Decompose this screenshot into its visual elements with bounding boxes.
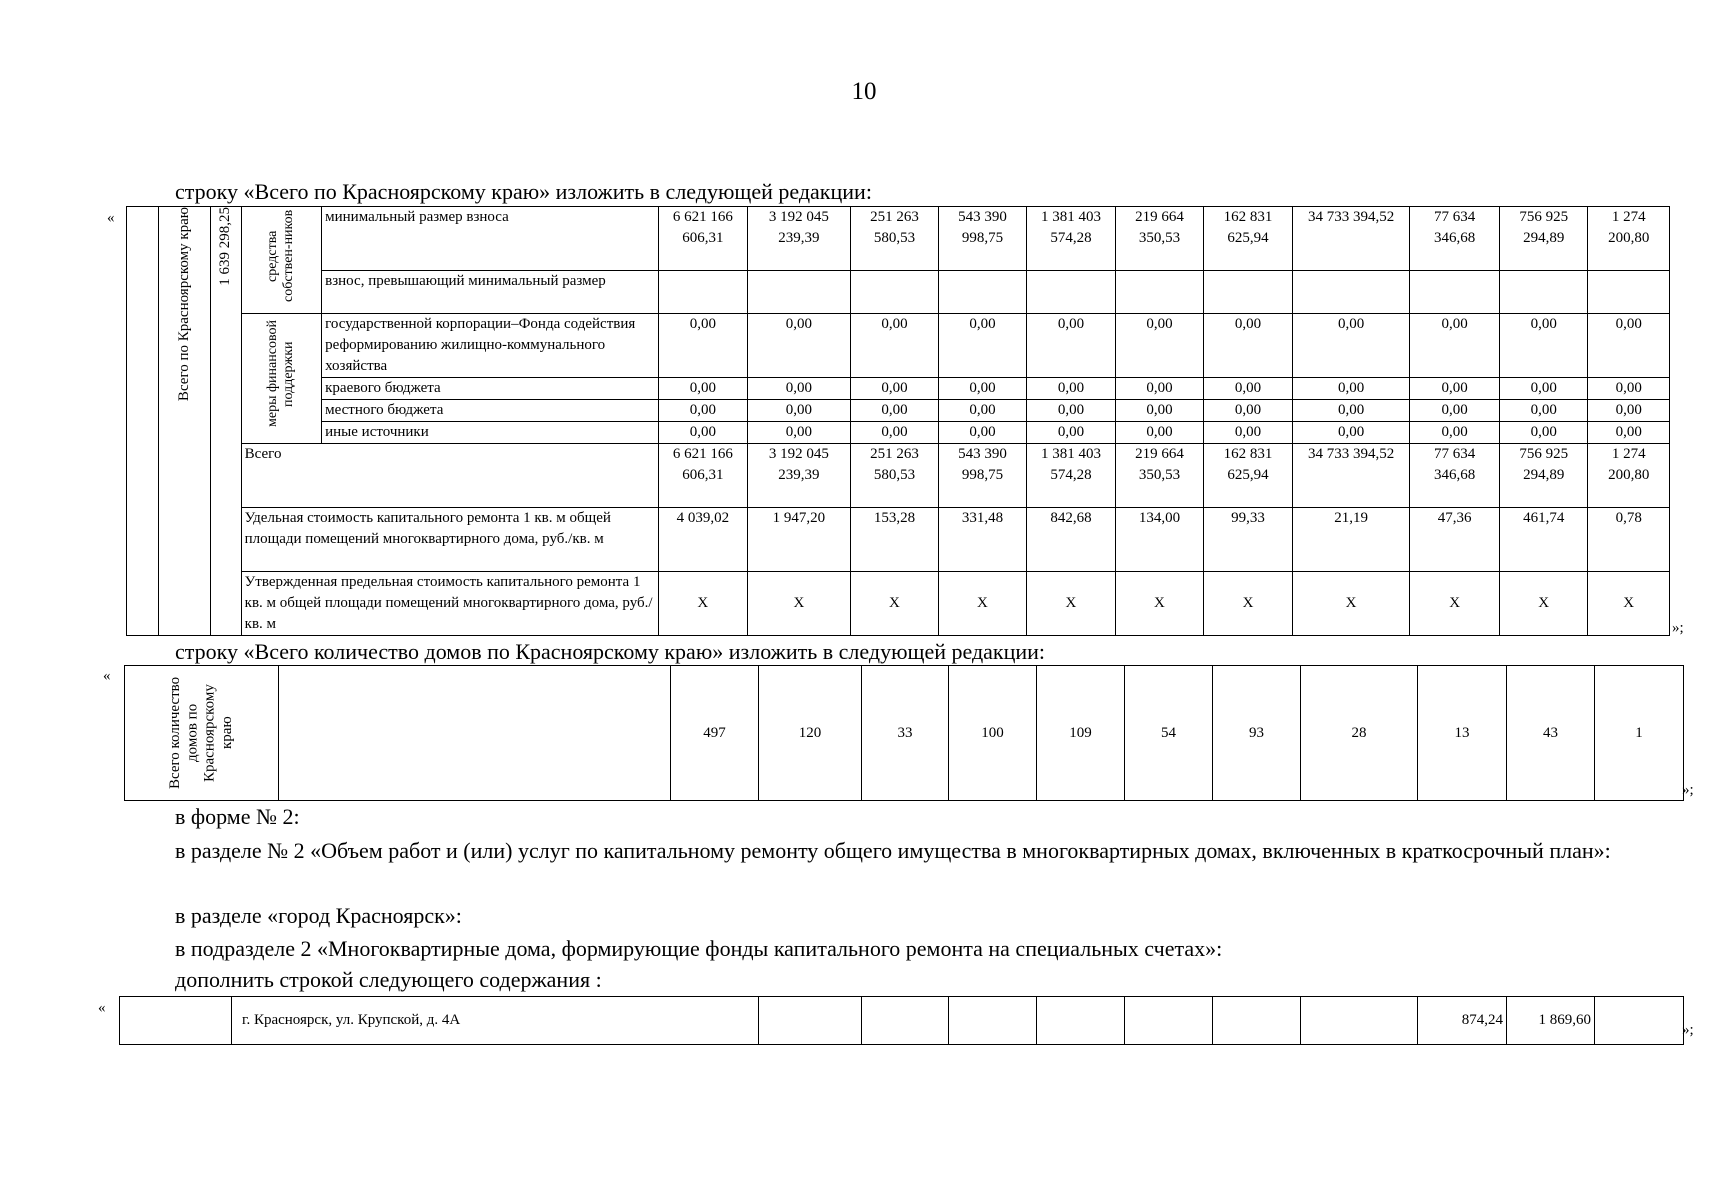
cell-regional-1: 0,00 — [747, 378, 851, 400]
cell-unit-8: 47,36 — [1410, 508, 1500, 572]
table-cell — [747, 271, 851, 314]
cell-local-4: 0,00 — [1027, 400, 1116, 422]
table-cell — [1213, 997, 1301, 1045]
cell-regional-8: 0,00 — [1410, 378, 1500, 400]
para-subsection: в подразделе 2 «Многоквартирные дома, формирующие фонды капитального ремонта на специальных счетах»: — [175, 936, 1223, 961]
cell-regional-4: 0,00 — [1027, 378, 1116, 400]
table-cell — [1037, 997, 1125, 1045]
cell-limit-6: X — [1204, 572, 1293, 636]
cell-min-3: 543 390 998,75 — [938, 207, 1027, 271]
para-city: в разделе «город Красноярск»: — [175, 903, 462, 928]
cell-total-8: 77 634 346,68 — [1410, 444, 1500, 508]
address-value-2: 1 869,60 — [1507, 997, 1595, 1045]
cell-limit-4: X — [1027, 572, 1116, 636]
cell-other-2: 0,00 — [851, 422, 939, 444]
cell-fund-4: 0,00 — [1027, 314, 1116, 378]
cell-fund-7: 0,00 — [1292, 314, 1410, 378]
cell-total-1: 3 192 045 239,39 — [747, 444, 851, 508]
cell-fund-0: 0,00 — [659, 314, 748, 378]
total-area: 1 639 298,25 — [217, 207, 234, 286]
cell-min-6: 162 831 625,94 — [1204, 207, 1293, 271]
cell-limit-7: X — [1292, 572, 1410, 636]
cell-regional-5: 0,00 — [1115, 378, 1204, 400]
cell-other-6: 0,00 — [1204, 422, 1293, 444]
para-section2 — [116, 834, 1696, 867]
table-cell — [1595, 997, 1684, 1045]
cell-min-5: 219 664 350,53 — [1115, 207, 1204, 271]
cell-total-9: 756 925 294,89 — [1499, 444, 1588, 508]
cell-local-10: 0,00 — [1588, 400, 1670, 422]
total-area-cell — [211, 207, 241, 636]
cell-regional-7: 0,00 — [1292, 378, 1410, 400]
cell-local-8: 0,00 — [1410, 400, 1500, 422]
cell-local-0: 0,00 — [659, 400, 748, 422]
houses-cell-1: 120 — [759, 666, 862, 801]
cell-local-6: 0,00 — [1204, 400, 1293, 422]
cell-total-4: 1 381 403 574,28 — [1027, 444, 1116, 508]
cell-other-7: 0,00 — [1292, 422, 1410, 444]
cell-fund-5: 0,00 — [1115, 314, 1204, 378]
cell-regional-6: 0,00 — [1204, 378, 1293, 400]
open-quote-3: « — [98, 1000, 106, 1016]
table-cell — [1499, 271, 1588, 314]
houses-cell-7: 28 — [1301, 666, 1418, 801]
houses-cell-2: 33 — [862, 666, 949, 801]
cell-limit-2: X — [851, 572, 939, 636]
open-quote-2: « — [103, 668, 111, 684]
cell-unit-0: 4 039,02 — [659, 508, 748, 572]
table-cell — [1410, 271, 1500, 314]
cell-fund-2: 0,00 — [851, 314, 939, 378]
table-cell — [1125, 997, 1213, 1045]
cell-limit-0: X — [659, 572, 748, 636]
cell-total-3: 543 390 998,75 — [938, 444, 1027, 508]
row-label-regional: краевого бюджета — [322, 378, 659, 400]
cell-limit-1: X — [747, 572, 851, 636]
cell-other-1: 0,00 — [747, 422, 851, 444]
cell-unit-9: 461,74 — [1499, 508, 1588, 572]
table-cell — [851, 271, 939, 314]
page-number: 10 — [851, 78, 877, 105]
cell-local-3: 0,00 — [938, 400, 1027, 422]
table-cell — [1115, 271, 1204, 314]
cell-regional-0: 0,00 — [659, 378, 748, 400]
cell-local-9: 0,00 — [1499, 400, 1588, 422]
row-label-unit-cost: Удельная стоимость капитального ремонта 1 кв. м общей площади помещений многоквартирного дома, руб./кв. м — [241, 508, 658, 572]
cell-regional-3: 0,00 — [938, 378, 1027, 400]
table-houses-count — [124, 665, 1684, 801]
cell-limit-3: X — [938, 572, 1027, 636]
cell-other-4: 0,00 — [1027, 422, 1116, 444]
group-owners-label: средства собствен-ников — [265, 209, 297, 303]
cell-other-5: 0,00 — [1115, 422, 1204, 444]
cell-min-7: 34 733 394,52 — [1292, 207, 1410, 271]
open-quote-1: « — [107, 210, 115, 226]
group-support-label: меры финансовой поддержки — [265, 320, 297, 428]
cell-limit-9: X — [1499, 572, 1588, 636]
address-cell: г. Красноярск, ул. Крупской, д. 4А — [232, 997, 759, 1045]
cell-min-4: 1 381 403 574,28 — [1027, 207, 1116, 271]
row-label-min: минимальный размер взноса — [322, 207, 659, 271]
cell-fund-3: 0,00 — [938, 314, 1027, 378]
cell-other-0: 0,00 — [659, 422, 748, 444]
table-cell — [949, 997, 1037, 1045]
cell-min-1: 3 192 045 239,39 — [747, 207, 851, 271]
table-cell — [1027, 271, 1116, 314]
cell-regional-9: 0,00 — [1499, 378, 1588, 400]
houses-cell-8: 13 — [1418, 666, 1507, 801]
table-cell — [938, 271, 1027, 314]
table-cell — [862, 997, 949, 1045]
table-cell — [1588, 271, 1670, 314]
houses-cell-0: 497 — [671, 666, 759, 801]
cell-min-2: 251 263 580,53 — [851, 207, 939, 271]
cell-regional-2: 0,00 — [851, 378, 939, 400]
cell-other-9: 0,00 — [1499, 422, 1588, 444]
para-section2-text: в разделе № 2 «Объем работ и (или) услуг по капитальному ремонту общего имущества в многоквартирных домах, включенных в краткосрочный план»: — [175, 838, 1611, 863]
cell-fund-8: 0,00 — [1410, 314, 1500, 378]
table-address-row — [119, 996, 1684, 1045]
cell-other-8: 0,00 — [1410, 422, 1500, 444]
cell-unit-4: 842,68 — [1027, 508, 1116, 572]
table-cell — [279, 666, 671, 801]
cell-total-7: 34 733 394,52 — [1292, 444, 1410, 508]
row-label-total: Всего — [241, 444, 658, 508]
group-owners-cell — [241, 207, 321, 314]
address-value-1: 874,24 — [1418, 997, 1507, 1045]
houses-cell-10: 1 — [1595, 666, 1684, 801]
houses-cell-6: 93 — [1213, 666, 1301, 801]
houses-cell-3: 100 — [949, 666, 1037, 801]
cell-unit-7: 21,19 — [1292, 508, 1410, 572]
para-add: дополнить строкой следующего содержания : — [175, 967, 602, 992]
cell-unit-6: 99,33 — [1204, 508, 1293, 572]
cell-other-3: 0,00 — [938, 422, 1027, 444]
cell-limit-8: X — [1410, 572, 1500, 636]
cell-total-2: 251 263 580,53 — [851, 444, 939, 508]
cell-fund-10: 0,00 — [1588, 314, 1670, 378]
region-label: Всего по Красноярскому краю — [176, 207, 193, 402]
row-label-excess: взнос, превышающий минимальный размер — [322, 271, 659, 314]
group-support-cell — [241, 314, 321, 444]
cell-unit-10: 0,78 — [1588, 508, 1670, 572]
houses-cell-4: 109 — [1037, 666, 1125, 801]
table-cell — [120, 997, 232, 1045]
cell-local-7: 0,00 — [1292, 400, 1410, 422]
cell-min-10: 1 274 200,80 — [1588, 207, 1670, 271]
houses-cell-5: 54 — [1125, 666, 1213, 801]
cell-total-0: 6 621 166 606,31 — [659, 444, 748, 508]
houses-label-cell — [125, 666, 279, 801]
cell-limit-5: X — [1115, 572, 1204, 636]
row-label-limit-cost: Утвержденная предельная стоимость капитального ремонта 1 кв. м общей площади помещений многоквартирного дома, руб./кв. м — [241, 572, 658, 636]
close-quote-2: »; — [1682, 782, 1694, 798]
cell-min-0: 6 621 166 606,31 — [659, 207, 748, 271]
cell-unit-3: 331,48 — [938, 508, 1027, 572]
cell-total-5: 219 664 350,53 — [1115, 444, 1204, 508]
cell-unit-5: 134,00 — [1115, 508, 1204, 572]
table-total-krai — [126, 206, 1670, 636]
close-quote-3: »; — [1682, 1022, 1694, 1038]
cell-fund-1: 0,00 — [747, 314, 851, 378]
table-cell — [759, 997, 862, 1045]
row-label-fund: государственной корпорации–Фонда содействия реформированию жилищно-коммунального хозяйства — [322, 314, 659, 378]
cell-min-8: 77 634 346,68 — [1410, 207, 1500, 271]
cell-unit-1: 1 947,20 — [747, 508, 851, 572]
cell-local-1: 0,00 — [747, 400, 851, 422]
row-label-other: иные источники — [322, 422, 659, 444]
table-cell — [1204, 271, 1293, 314]
cell-total-6: 162 831 625,94 — [1204, 444, 1293, 508]
cell-local-2: 0,00 — [851, 400, 939, 422]
houses-cell-9: 43 — [1507, 666, 1595, 801]
cell-total-10: 1 274 200,80 — [1588, 444, 1670, 508]
cell-regional-10: 0,00 — [1588, 378, 1670, 400]
close-quote-1: »; — [1672, 620, 1684, 636]
para-form2: в форме № 2: — [175, 804, 300, 829]
intro-line-total: строку «Всего по Красноярскому краю» изложить в следующей редакции: — [175, 179, 872, 204]
cell-local-5: 0,00 — [1115, 400, 1204, 422]
row-label-local: местного бюджета — [322, 400, 659, 422]
intro-line-houses: строку «Всего количество домов по Красноярскому краю» изложить в следующей редакции: — [175, 639, 1046, 664]
houses-label: Всего количество домов по Красноярскому краю — [167, 676, 235, 790]
blank-col — [127, 207, 159, 636]
table-cell — [659, 271, 748, 314]
cell-other-10: 0,00 — [1588, 422, 1670, 444]
region-label-cell — [159, 207, 211, 636]
cell-limit-10: X — [1588, 572, 1670, 636]
table-cell — [1292, 271, 1410, 314]
table-cell — [1301, 997, 1418, 1045]
cell-fund-9: 0,00 — [1499, 314, 1588, 378]
cell-unit-2: 153,28 — [851, 508, 939, 572]
cell-min-9: 756 925 294,89 — [1499, 207, 1588, 271]
cell-fund-6: 0,00 — [1204, 314, 1293, 378]
